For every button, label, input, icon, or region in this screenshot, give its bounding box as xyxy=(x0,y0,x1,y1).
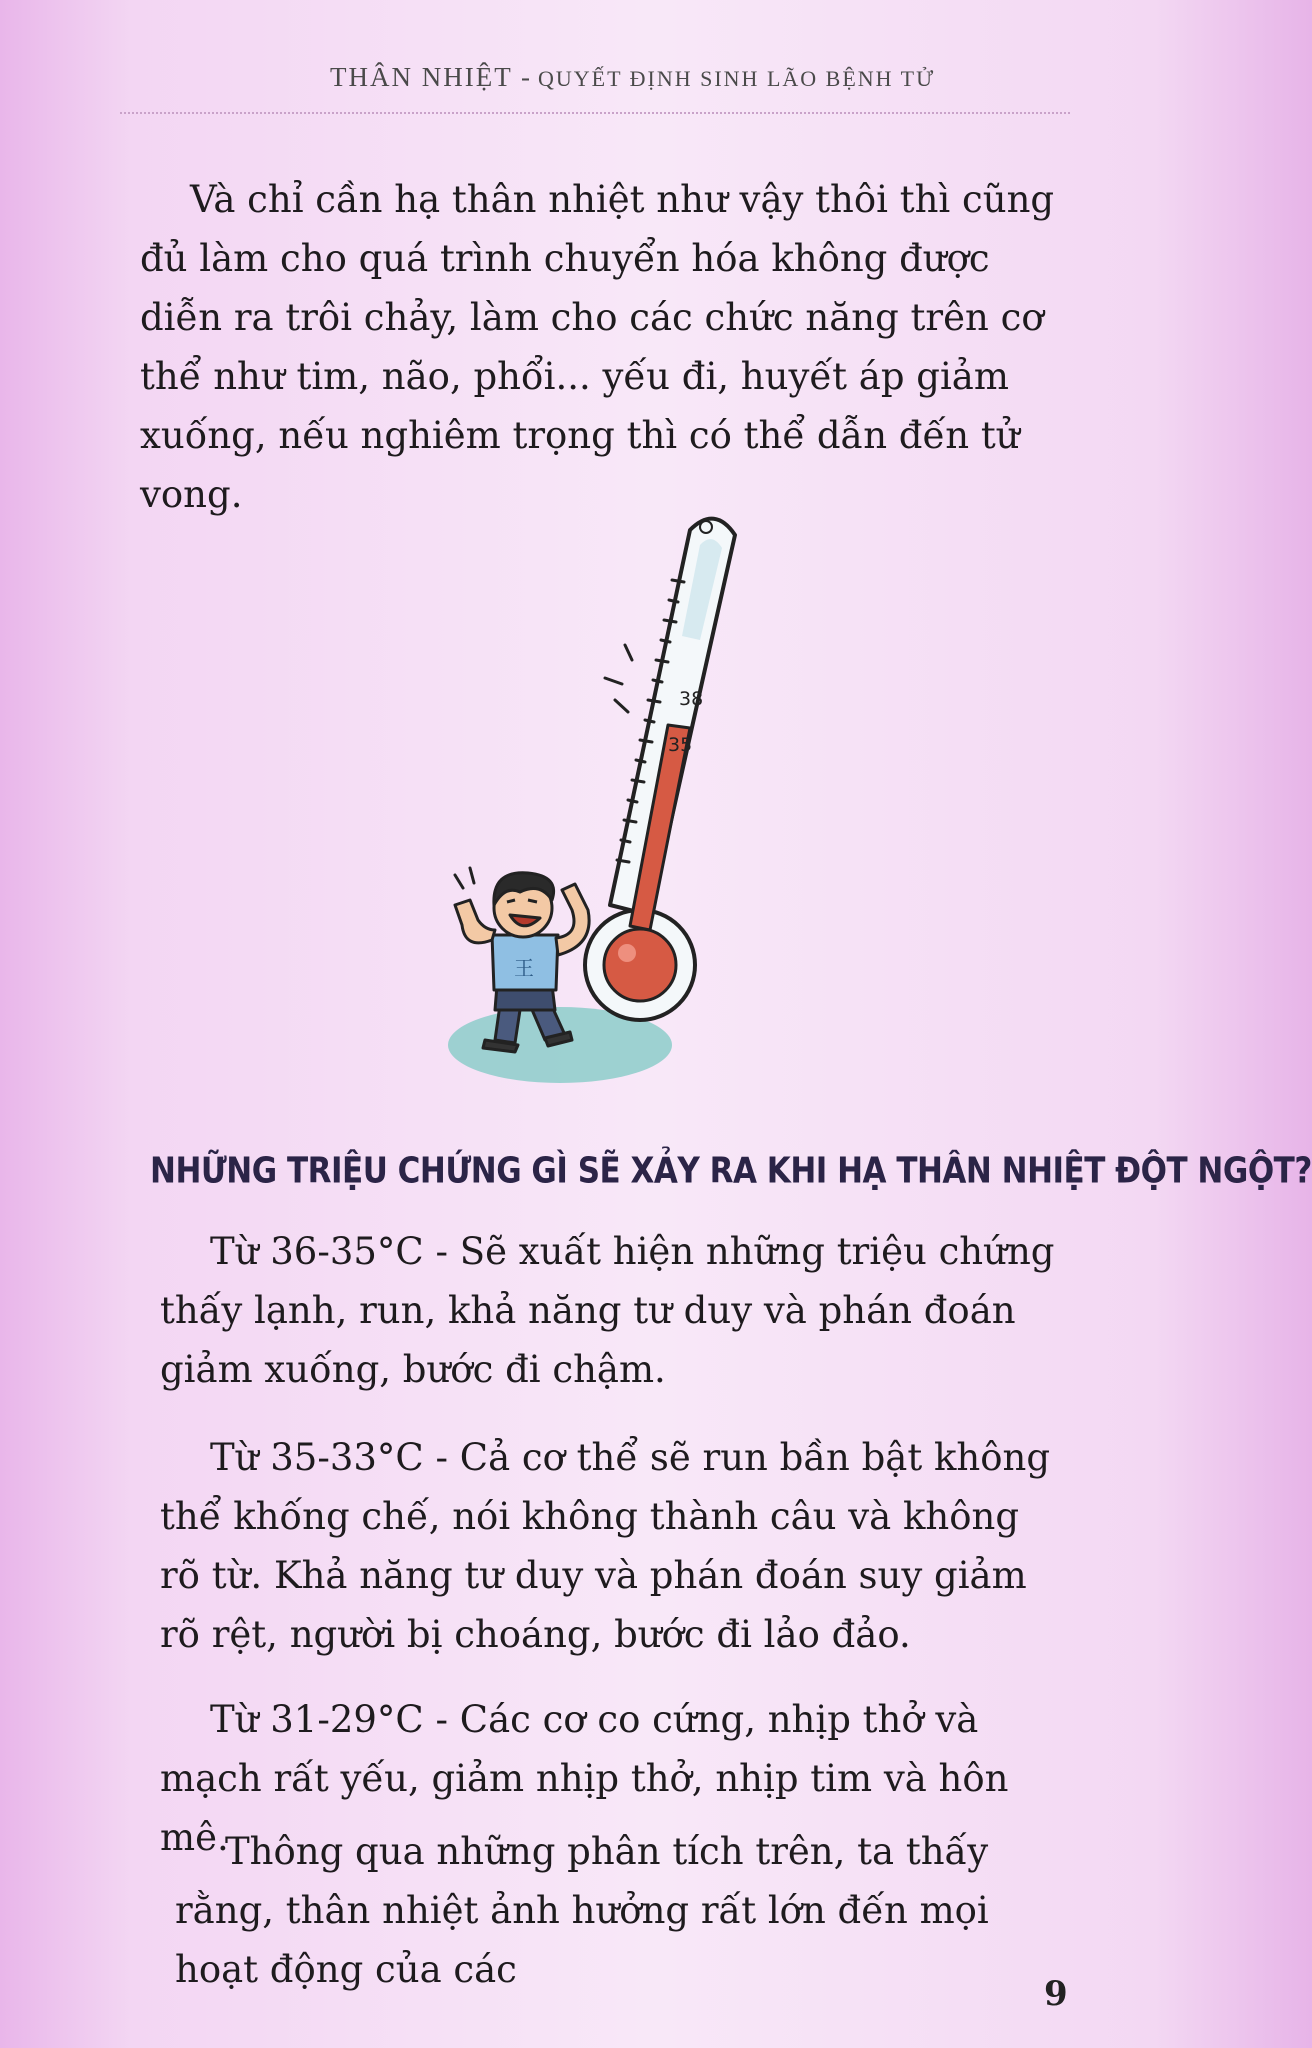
thermometer-illustration xyxy=(430,500,770,1100)
symptom-35-33: Từ 35-33°C - Cả cơ thể sẽ run bần bật không thể khống chế, nói không thành câu và không rõ từ. Khả năng tư duy và phán đoán suy giảm rõ rệt, người bị choáng, bước đi lảo đảo. xyxy=(160,1436,1050,1656)
excitement-marks xyxy=(455,645,632,888)
header-subtitle: QUYẾT ĐỊNH SINH LÃO BỆNH TỬ xyxy=(537,66,936,91)
header-title: THÂN NHIỆT - xyxy=(330,62,532,92)
section-heading: NHỮNG TRIỆU CHỨNG GÌ SẼ XẢY RA KHI HẠ THÂN NHIỆT ĐỘT NGỘT? xyxy=(150,1150,1312,1192)
intro-paragraph: Và chỉ cần hạ thân nhiệt như vậy thôi thì cũng đủ làm cho quá trình chuyển hóa không được diễn ra trôi chảy, làm cho các chức năng trên cơ thể như tim, não, phổi... yếu đi, huyết áp giảm xuống, nếu nghiêm trọng thì có thể dẫn đến tử vong. xyxy=(140,178,1055,516)
page-number: 9 xyxy=(1044,1974,1068,2014)
symptom-31-29: Từ 31-29°C - Các cơ co cứng, nhịp thở và mạch rất yếu, giảm nhịp thở, nhịp tim và hôn mê. xyxy=(160,1698,1009,1859)
svg-text:王: 王 xyxy=(514,956,534,980)
closing-paragraph: Thông qua những phân tích trên, ta thấy rằng, thân nhiệt ảnh hưởng rất lớn đến mọi hoạt động của các xyxy=(175,1830,989,1991)
running-header xyxy=(330,62,936,106)
thermometer-label-38: 38 xyxy=(679,688,704,710)
thermometer xyxy=(585,519,735,1020)
thermometer-label-35: 35 xyxy=(668,734,693,756)
header-divider xyxy=(120,112,1070,114)
symptom-36-35: Từ 36-35°C - Sẽ xuất hiện những triệu chứng thấy lạnh, run, khả năng tư duy và phán đoán giảm xuống, bước đi chậm. xyxy=(160,1230,1055,1391)
